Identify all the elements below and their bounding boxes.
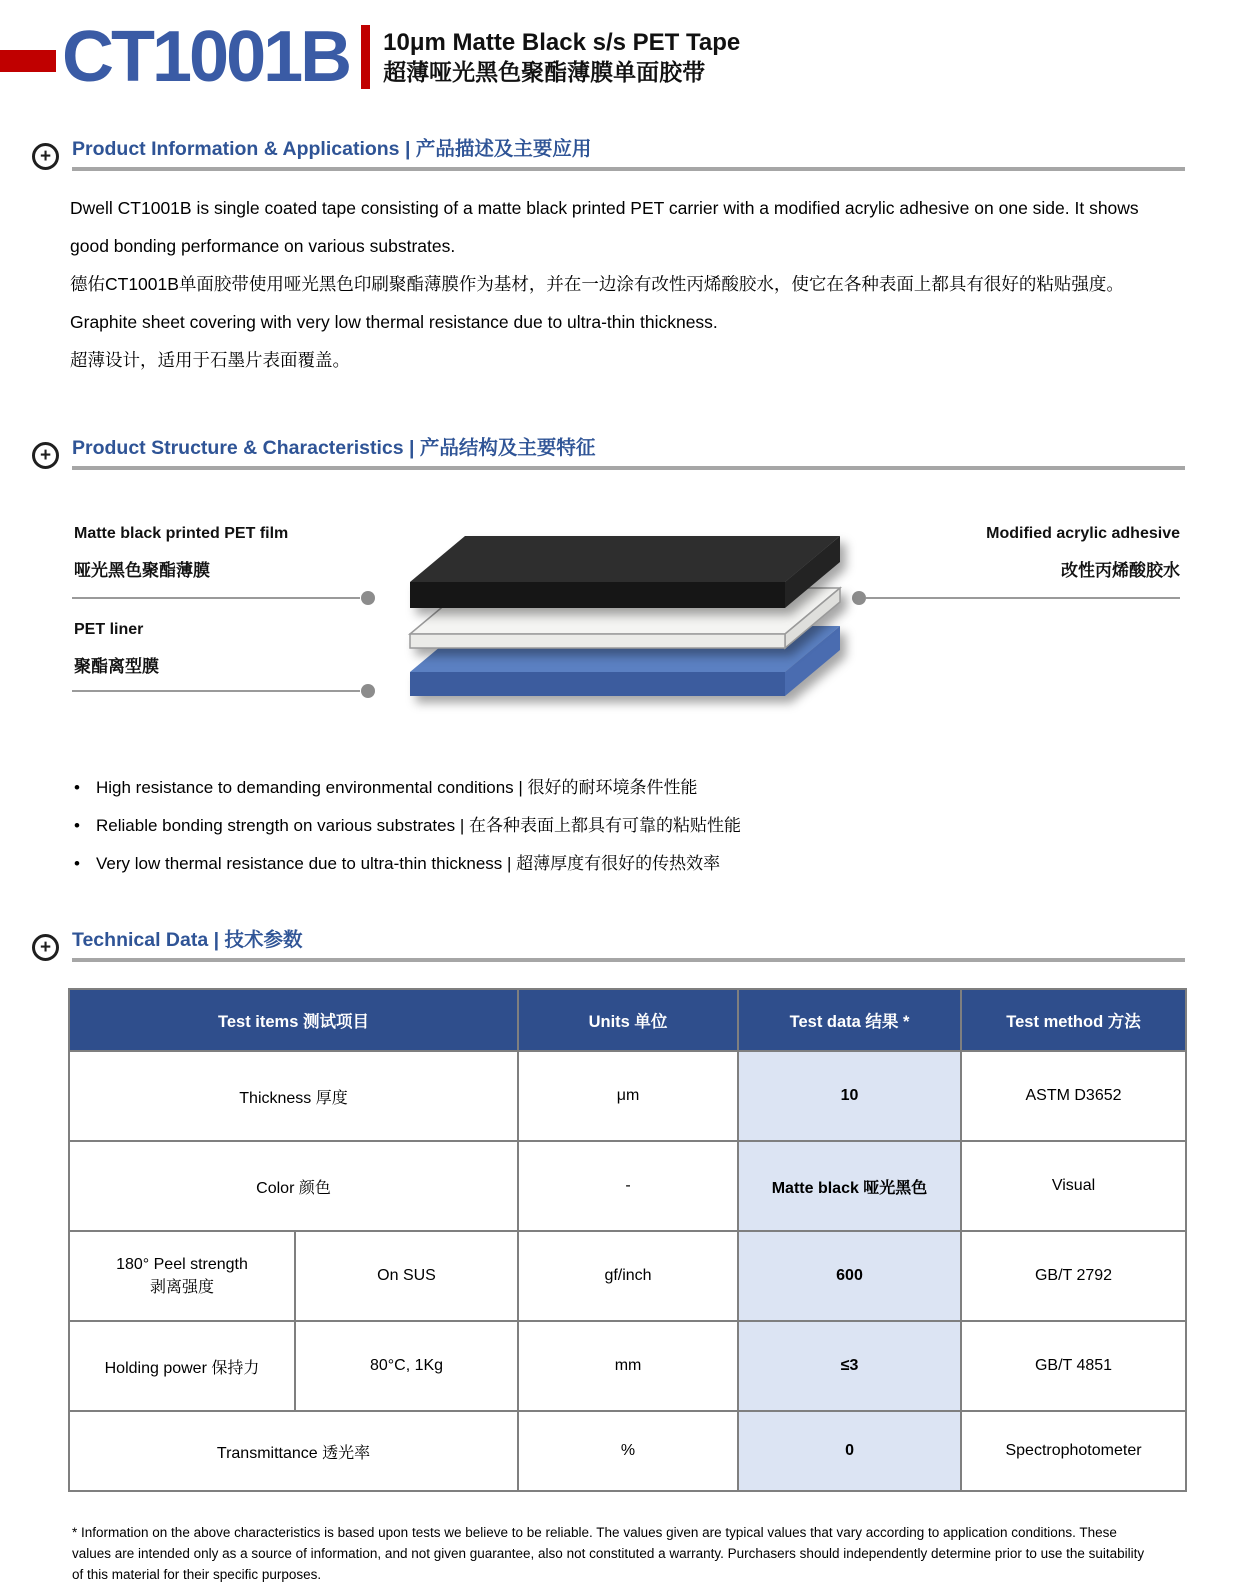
section-title-info: Product Information & Applications | 产品描述及主要应用 <box>72 138 592 160</box>
cell-item: Color 颜色 <box>69 1141 518 1231</box>
film-layer-shape <box>410 536 840 608</box>
cell-data: 600 <box>738 1231 961 1321</box>
red-divider-bar <box>361 25 370 89</box>
callout-line-liner <box>72 690 360 692</box>
callout-dot-liner <box>361 684 375 698</box>
table-row-thickness <box>69 1051 1186 1141</box>
col-header-test-data: Test data 结果 * <box>738 989 961 1051</box>
section-rule <box>72 466 1185 470</box>
callout-line-adhesive <box>866 597 1180 599</box>
description-en-1: Dwell CT1001B is single coated tape consisting of a matte black printed PET carrier with a modified acrylic adhesive on one side. It shows good bonding performance on various substrates. <box>70 198 1139 256</box>
label-pet-liner-en: PET liner <box>74 621 144 638</box>
bullet-icon: • <box>74 778 80 797</box>
feature-list <box>74 769 1180 883</box>
section-title-technical: Technical Data | 技术参数 <box>72 929 303 951</box>
description-zh-2: 超薄设计，适用于石墨片表面覆盖。 <box>70 350 350 370</box>
technical-data-table <box>68 988 1187 1492</box>
cell-item: 180° Peel strength 剥离强度 <box>69 1231 295 1321</box>
plus-circle-icon: + <box>32 934 59 961</box>
cell-item: Holding power 保持力 <box>69 1321 295 1411</box>
col-header-units: Units 单位 <box>518 989 738 1051</box>
label-pet-liner <box>74 620 159 677</box>
callout-line-film <box>72 597 360 599</box>
cell-method: ASTM D3652 <box>961 1051 1186 1141</box>
feature-text: Reliable bonding strength on various substrates | 在各种表面上都具有可靠的粘贴性能 <box>96 816 741 835</box>
product-title-en: 10μm Matte Black s/s PET Tape <box>383 28 741 56</box>
product-code: CT1001B <box>62 17 350 97</box>
feature-text: Very low thermal resistance due to ultra-thin thickness | 超薄厚度有很好的传热效率 <box>96 854 721 873</box>
plus-circle-icon: + <box>32 442 59 469</box>
section-rule <box>72 958 1185 962</box>
label-adhesive <box>986 524 1180 581</box>
bullet-icon: • <box>74 816 80 835</box>
table-row-peel-strength <box>69 1231 1186 1321</box>
label-pet-film-en: Matte black printed PET film <box>74 525 289 542</box>
cell-data: ≤3 <box>738 1321 961 1411</box>
product-title-zh: 超薄哑光黑色聚酯薄膜单面胶带 <box>383 58 706 85</box>
cell-data: Matte black 哑光黑色 <box>738 1141 961 1231</box>
list-item <box>74 845 1180 883</box>
col-header-test-items: Test items 测试项目 <box>69 989 518 1051</box>
page-header <box>0 0 1240 97</box>
section-rule <box>72 167 1185 171</box>
label-pet-film-zh: 哑光黑色聚酯薄膜 <box>74 561 210 580</box>
red-dash-decoration <box>0 50 56 72</box>
col-header-test-method: Test method 方法 <box>961 989 1186 1051</box>
section-title-structure: Product Structure & Characteristics | 产品结构及主要特征 <box>72 437 596 459</box>
structure-diagram <box>0 522 1240 727</box>
cell-unit: - <box>518 1141 738 1231</box>
callout-dot-film <box>361 591 375 605</box>
cell-unit: μm <box>518 1051 738 1141</box>
cell-data: 0 <box>738 1411 961 1491</box>
plus-circle-icon: + <box>32 143 59 170</box>
cell-item: Thickness 厚度 <box>69 1051 518 1141</box>
list-item <box>74 769 1180 807</box>
cell-unit: gf/inch <box>518 1231 738 1321</box>
cell-method: GB/T 4851 <box>961 1321 1186 1411</box>
tape-layers-illustration <box>385 522 885 732</box>
feature-text: High resistance to demanding environmental conditions | 很好的耐环境条件性能 <box>96 778 698 797</box>
bullet-icon: • <box>74 854 80 873</box>
section-heading-structure <box>32 435 1185 470</box>
label-adhesive-zh: 改性丙烯酸胶水 <box>1061 561 1180 580</box>
section-heading-info <box>32 136 1185 171</box>
cell-method: Visual <box>961 1141 1186 1231</box>
label-pet-film <box>74 524 288 581</box>
cell-condition: 80°C, 1Kg <box>295 1321 518 1411</box>
list-item <box>74 807 1180 845</box>
footnote-disclaimer: * Information on the above characteristics is based upon tests we believe to be reliable. The values given are typical values that vary according to application conditions. These values are intended only as a source of information, and not given guarantee, also not constituted a warranty. Purchasers should independently determine prior to use the suitability of this material for their specific purposes. <box>72 1525 1145 1582</box>
cell-data: 10 <box>738 1051 961 1141</box>
description-zh-1: 德佑CT1001B单面胶带使用哑光黑色印刷聚酯薄膜作为基材，并在一边涂有改性丙烯酸胶水，使它在各种表面上都具有很好的粘贴强度。 <box>70 274 1124 294</box>
cell-condition: On SUS <box>295 1231 518 1321</box>
label-adhesive-en: Modified acrylic adhesive <box>986 525 1180 542</box>
table-row-holding-power <box>69 1321 1186 1411</box>
cell-item: Transmittance 透光率 <box>69 1411 518 1491</box>
product-description <box>70 189 1182 379</box>
table-row-color <box>69 1141 1186 1231</box>
cell-method: Spectrophotometer <box>961 1411 1186 1491</box>
table-header-row <box>69 989 1186 1051</box>
cell-unit: mm <box>518 1321 738 1411</box>
table-row-transmittance <box>69 1411 1186 1491</box>
description-en-2: Graphite sheet covering with very low thermal resistance due to ultra-thin thickness. <box>70 312 718 332</box>
product-title-block <box>383 28 740 87</box>
cell-unit: % <box>518 1411 738 1491</box>
cell-method: GB/T 2792 <box>961 1231 1186 1321</box>
label-pet-liner-zh: 聚酯离型膜 <box>74 657 159 676</box>
section-heading-technical <box>32 927 1185 962</box>
